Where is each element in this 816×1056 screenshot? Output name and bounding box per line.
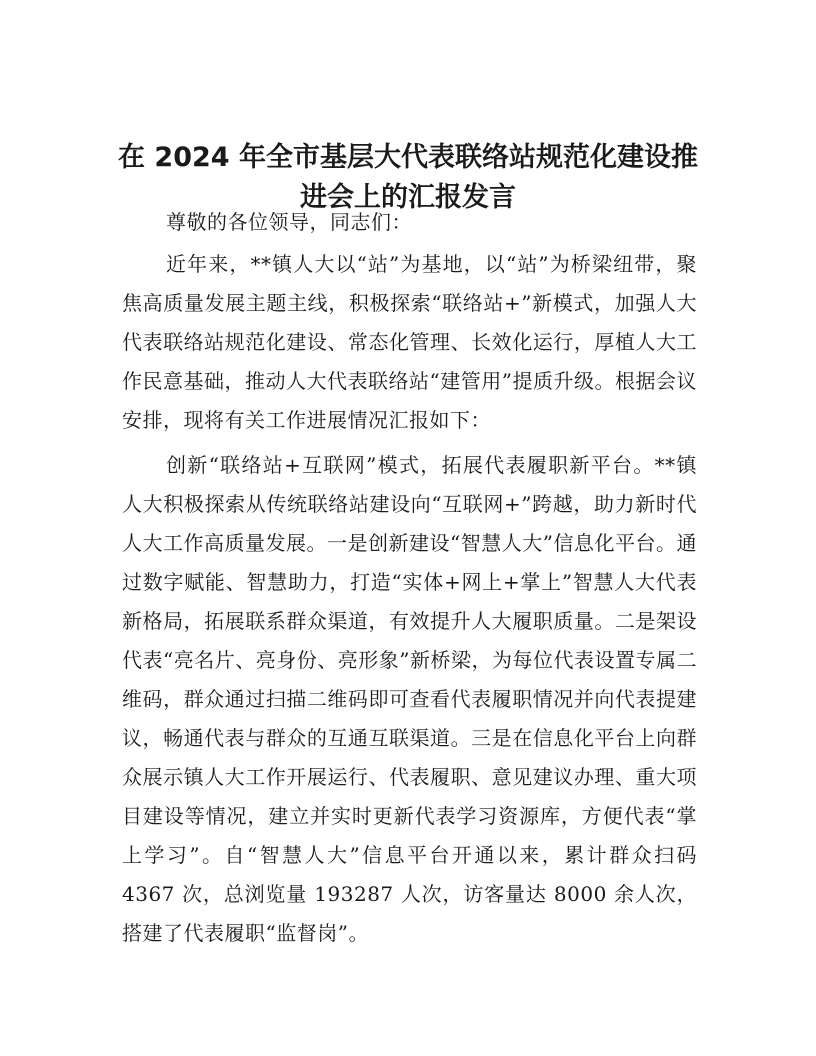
- title-line-1: 在 2024 年全市基层大代表联络站规范化建设推: [118, 142, 698, 173]
- paragraph-intro: 近年来，**镇人大以“站”为基地，以“站”为桥梁纽带，聚焦高质量发展主题主线，积极探索“联络站+”新模式，加强人大代表联络站规范化建设、常态化管理、长效化运行，厚植人大工作民意基础，推动人大代表联络站“建管用”提质升级。根据会议安排，现将有关工作进展情况汇报如下：: [122, 252, 697, 432]
- greeting: 尊敬的各位领导，同志们：: [166, 210, 412, 234]
- document-body: [122, 200, 697, 953]
- paragraph-internet-model: 创新“联络站+互联网”模式，拓展代表履职新平台。**镇人大积极探索从传统联络站建设向“互联网+”跨越，助力新时代人大工作高质量发展。一是创新建设“智慧人大”信息化平台。通过数字赋能、智慧助力，打造“实体+网上+掌上”智慧人大代表新格局，拓展联系群众渠道，有效提升人大履职质量。二是架设代表“亮名片、亮身份、亮形象”新桥梁，为每位代表设置专属二维码，群众通过扫描二维码即可查看代表履职情况并向代表提建议，畅通代表与群众的互通互联渠道。三是在信息化平台上向群众展示镇人大工作开展运行、代表履职、意见建议办理、重大项目建设等情况，建立并实时更新代表学习资源库，方便代表“掌上学习”。自“智慧人大”信息平台开通以来，累计群众扫码 4367 次，总浏览量 193287 人次，访客量达 8000 余人次，搭建了代表履职“监督岗”。: [122, 453, 697, 945]
- title-line-2: 进会上的汇报发言: [300, 182, 516, 213]
